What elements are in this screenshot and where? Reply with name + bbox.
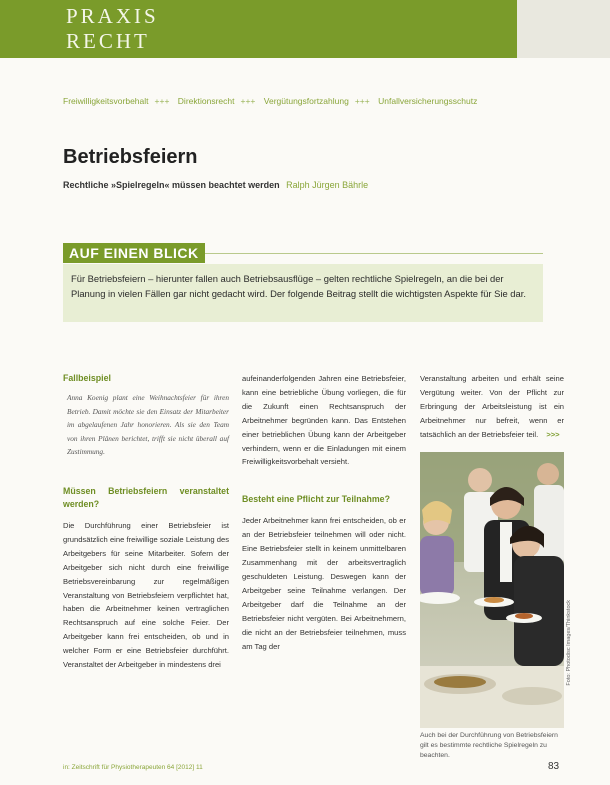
page-number: 83: [548, 761, 560, 772]
case-heading: Fallbeispiel: [63, 373, 111, 383]
column-2: [242, 372, 406, 653]
glance-box: [63, 264, 543, 322]
tag-separator: +++: [240, 96, 256, 106]
section-title: [66, 4, 159, 54]
section-title-line1: PRAXIS: [66, 4, 159, 28]
article-author: Ralph Jürgen Bährle: [286, 180, 369, 190]
tag: Direktionsrecht: [177, 96, 235, 106]
column-3: [420, 372, 564, 442]
section-header: [0, 0, 517, 58]
section-title-line2: RECHT: [66, 29, 150, 53]
tag-separator: +++: [154, 96, 170, 106]
heading-muessen: Müssen Betriebsfeiern veranstaltet werden?: [63, 485, 229, 509]
body-text-col3: [420, 372, 564, 442]
tag: Freiwilligkeitsvorbehalt: [63, 96, 149, 106]
tag: Vergütungsfortzahlung: [263, 96, 349, 106]
party-photo: [420, 452, 564, 728]
footer-source: in: Zeitschrift für Physiotherapeuten 64 [2012] 11: [63, 764, 203, 771]
topic-tags: [63, 96, 483, 106]
case-text: Anna Koenig plant eine Weihnachtsfeier für ihren Betrieb. Damit möchte sie den Einsatz der Mitarbeiter im abgelaufenen Jahr honorieren. Als sie den Team von ihren Plänen berichtet, trifft sie nicht überall auf Zustimmung.: [67, 393, 229, 457]
column-1: [63, 372, 229, 672]
continue-arrows: >>>: [546, 429, 560, 439]
photo-credit: Foto: Photodisc Images/Thinkstock: [566, 600, 572, 686]
photo-illustration: [420, 452, 564, 728]
body-text-col2: Jeder Arbeitnehmer kann frei entscheiden, ob er an der Betriebsfeier teilnehmen will oder nicht. Eine Betriebsfeier stellt in keinem unmittelbaren Zusammenhang mit der arbeitsvertraglich geschuldeten Leistung. Deswegen kann der Arbeitgeber seine Teilnahme verlangen. Der Arbeitgeber darf die Teilnahme an der Betriebsfeier nicht vergüten. Bei Arbeitnehmern, die nicht an der Betriebsfeier teilnehmen, muss am Tag der: [242, 516, 406, 651]
photo-caption: Auch bei der Durchführung von Betriebsfeiern gilt es bestimmte rechtliche Spielregeln zu beachten.: [420, 732, 558, 759]
body-text-col3-top: Veranstaltung arbeiten und erhält seine Vergütung weiter. Von der Pflicht zur Erbringung der Arbeitsleistung ist ein Arbeitnehmer nur befreit, wenn er tatsächlich an der Betriebsfeier teil.: [420, 374, 564, 439]
article-subline: [63, 180, 368, 190]
article-title: Betriebsfeiern: [63, 146, 198, 168]
heading-pflicht: Besteht eine Pflicht zur Teilnahme?: [242, 494, 390, 505]
article-subtitle: Rechtliche »Spielregeln« müssen beachtet werden: [63, 180, 280, 190]
body-text-col2-top: aufeinanderfolgenden Jahren eine Betriebsfeier, kann eine betriebliche Übung vorliegen, die für die Zukunft einen Rechtsanspruch der Arbeitnehmer begründen kann. Das Entstehen einer betrieblichen Übung kann der Arbeitgeber verhindern, wenn er die Einladungen mit einem Freiwilligkeitsvorbehalt versieht.: [242, 374, 406, 467]
glance-label: AUF EINEN BLICK: [63, 243, 205, 263]
body-text-col1: Die Durchführung einer Betriebsfeier ist grundsätzlich eine freiwillige soziale Leistung des Arbeitgebers für seine Mitarbeiter. Sofern der Arbeitgeber sich nicht durch eine freiwillige Betriebsvereinbarung zur regelmäßigen Veranstaltung von Betriebsfeiern verpflichtet hat, haben die Arbeitnehmer keinen vertraglichen Rechtsanspruch auf eine solche Feier. Der Arbeitgeber kann frei entscheiden, ob und in welcher Form er eine Betriebsfeier durchführt. Veranstaltet der Arbeitgeber in mindestens drei: [63, 520, 229, 670]
tag: Unfallversicherungsschutz: [378, 96, 478, 106]
glance-text: Für Betriebsfeiern – hierunter fallen auch Betriebsausflüge – gelten rechtliche Spielregeln, an die bei der Planung in vielen Fällen gar nicht gedacht wird. Der folgende Beitrag stellt die wichtigsten Aspekte für Sie dar.: [71, 273, 526, 299]
tag-separator: +++: [354, 96, 370, 106]
